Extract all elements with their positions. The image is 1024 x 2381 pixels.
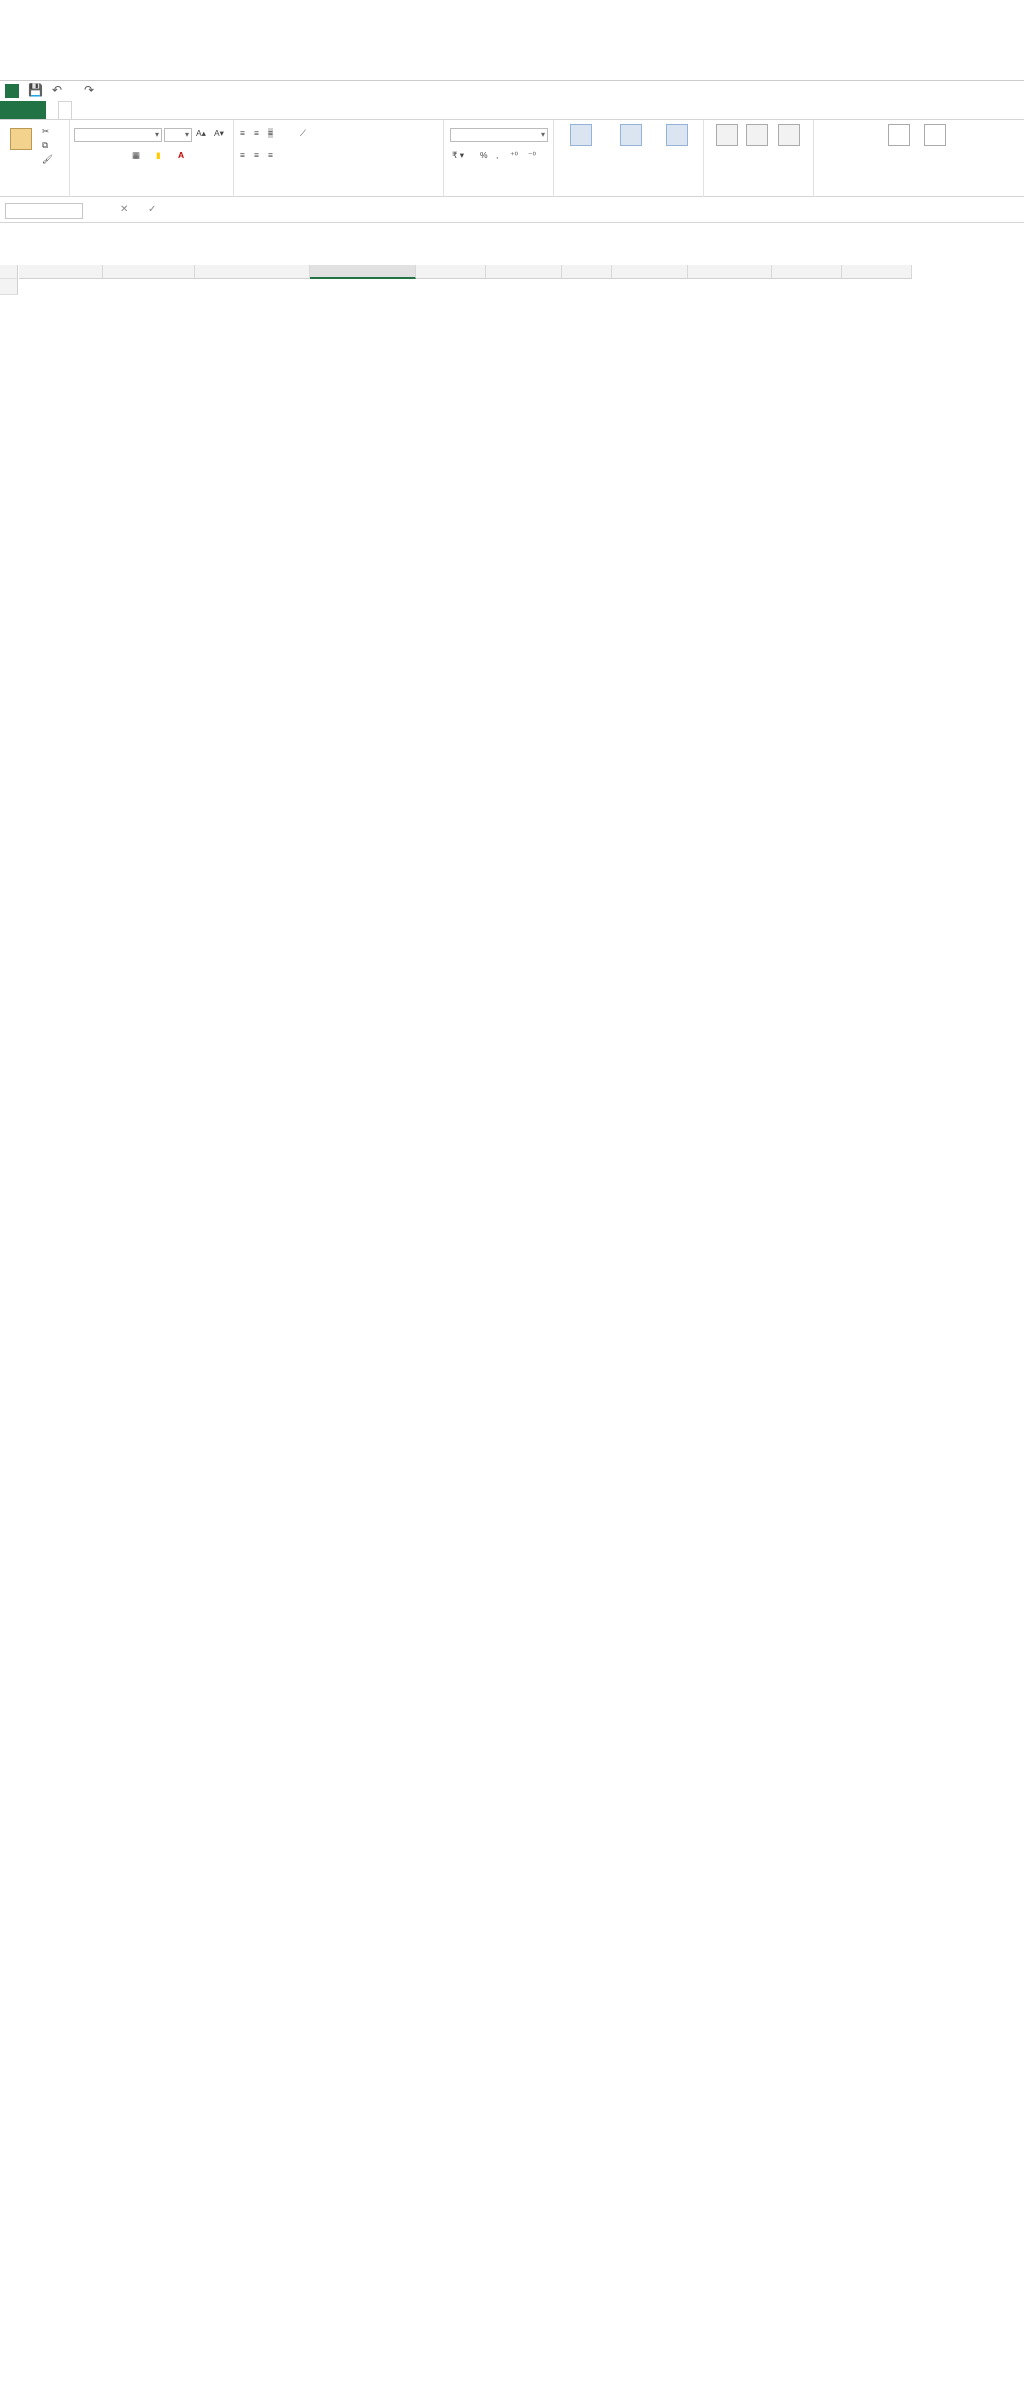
column-header-d[interactable]	[310, 265, 416, 279]
clipboard-group	[0, 120, 70, 197]
column-header-i[interactable]	[688, 265, 772, 279]
orientation-icon[interactable]: ⟋	[300, 128, 306, 138]
align-right-icon[interactable]: ≡	[268, 150, 273, 160]
font-size-select[interactable]	[164, 128, 192, 142]
fill-color-icon[interactable]: ▮	[156, 150, 161, 160]
align-middle-icon[interactable]: ≡	[254, 128, 259, 138]
number-group	[446, 120, 554, 197]
column-header-e[interactable]	[416, 265, 486, 279]
increase-decimal-icon[interactable]: ⁺⁰	[510, 150, 518, 160]
font-color-icon[interactable]: A	[178, 150, 185, 160]
formula-bar	[0, 199, 1024, 223]
editing-group	[816, 120, 956, 197]
format-as-table-icon[interactable]	[620, 124, 642, 146]
row-header[interactable]	[0, 279, 18, 295]
cancel-icon[interactable]: ✕	[120, 204, 129, 215]
tab-file[interactable]	[0, 101, 46, 119]
redo-icon[interactable]: ↷	[84, 83, 95, 97]
column-header-g[interactable]	[562, 265, 612, 279]
align-top-icon[interactable]: ≡	[240, 128, 245, 138]
undo-icon[interactable]: ↶	[52, 83, 63, 97]
excel-logo-icon	[5, 84, 19, 98]
paste-icon[interactable]	[10, 128, 32, 150]
comma-icon[interactable]: ,	[496, 150, 499, 160]
font-group	[72, 120, 234, 197]
column-header-f[interactable]	[486, 265, 562, 279]
insert-cells-icon[interactable]	[716, 124, 738, 146]
ribbon-tabs	[0, 101, 1024, 119]
format-cells-icon[interactable]	[778, 124, 800, 146]
enter-icon[interactable]: ✓	[148, 204, 157, 215]
align-left-icon[interactable]: ≡	[240, 150, 245, 160]
styles-group	[556, 120, 704, 197]
find-select-icon[interactable]	[924, 124, 946, 146]
worksheet-grid[interactable]	[0, 265, 1012, 621]
number-format-select[interactable]	[450, 128, 548, 142]
grow-font-icon[interactable]: A▴	[196, 128, 206, 138]
align-bottom-icon[interactable]: ≡	[268, 128, 273, 138]
video-info-header	[0, 0, 1024, 80]
column-header-a[interactable]	[19, 265, 103, 279]
column-header-k[interactable]	[842, 265, 912, 279]
ribbon	[0, 119, 1024, 197]
conditional-formatting-icon[interactable]	[570, 124, 592, 146]
currency-icon[interactable]: ₹ ▾	[452, 150, 465, 160]
borders-icon[interactable]: ▦	[132, 150, 141, 160]
cut-icon[interactable]: ✂	[42, 126, 50, 136]
title-bar	[0, 81, 1024, 101]
column-header-h[interactable]	[612, 265, 688, 279]
sort-filter-icon[interactable]	[888, 124, 910, 146]
name-box[interactable]	[5, 203, 83, 219]
percent-icon[interactable]: %	[480, 150, 488, 160]
excel-window	[0, 80, 1024, 655]
font-name-select[interactable]	[74, 128, 162, 142]
select-all-corner[interactable]	[0, 265, 18, 279]
decrease-decimal-icon[interactable]: ⁻⁰	[528, 150, 536, 160]
shrink-font-icon[interactable]: A▾	[214, 128, 224, 138]
column-header-c[interactable]	[195, 265, 310, 279]
cells-group	[706, 120, 814, 197]
column-header-b[interactable]	[103, 265, 195, 279]
cell-styles-icon[interactable]	[666, 124, 688, 146]
column-header-j[interactable]	[772, 265, 842, 279]
format-painter-icon[interactable]: 🖌	[42, 154, 53, 164]
alignment-group	[236, 120, 444, 197]
save-icon[interactable]: 💾	[28, 83, 43, 97]
copy-icon[interactable]: ⧉	[42, 140, 49, 150]
tab-home[interactable]	[58, 101, 72, 119]
align-center-icon[interactable]: ≡	[254, 150, 259, 160]
delete-cells-icon[interactable]	[746, 124, 768, 146]
